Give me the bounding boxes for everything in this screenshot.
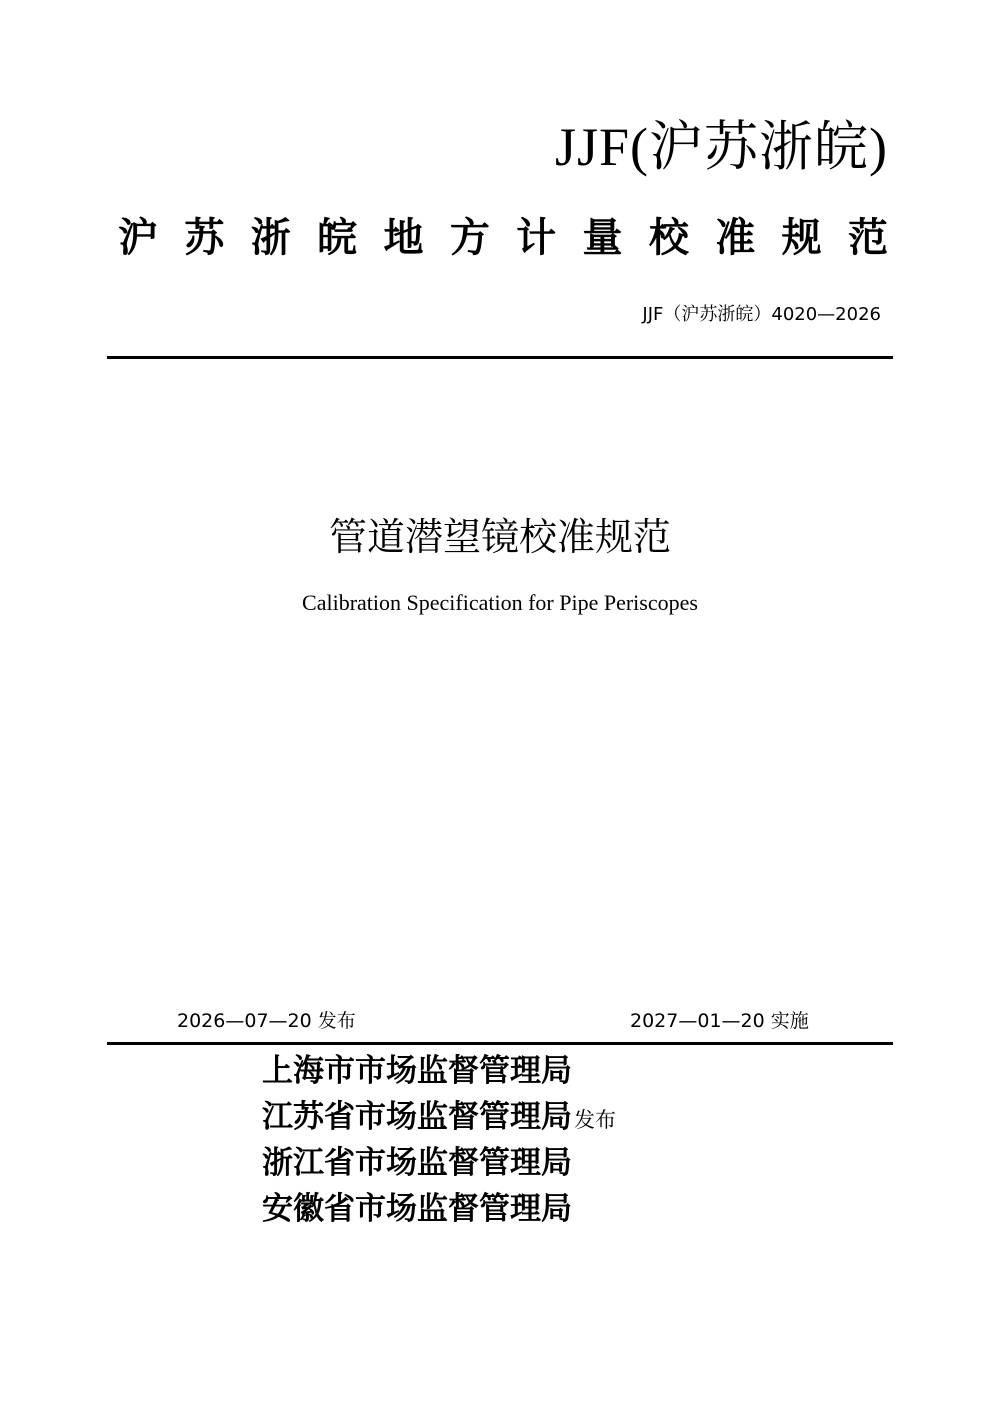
document-title-chinese: 管道潜望镜校准规范	[328, 515, 671, 559]
issuer-line	[262, 1048, 616, 1094]
issuer-line	[262, 1140, 616, 1186]
issue-date: 2026—07—20 发布	[177, 1010, 356, 1032]
document-title-english: Calibration Specification for Pipe Periscopes	[302, 590, 698, 615]
issuer-list	[262, 1048, 616, 1232]
bottom-divider	[107, 1042, 893, 1045]
series-subtitle: 沪苏浙皖地方计量校准规范	[118, 214, 888, 261]
issuer-name: 浙江省市场监督管理局	[262, 1145, 572, 1181]
issuer-line	[262, 1094, 616, 1140]
issuer-name: 江苏省市场监督管理局	[262, 1099, 572, 1135]
issuer-line	[262, 1186, 616, 1232]
series-title: JJF(沪苏浙皖)	[554, 117, 888, 177]
top-divider	[107, 356, 893, 359]
standard-number: JJF（沪苏浙皖）4020—2026	[642, 304, 881, 325]
issuer-name: 安徽省市场监督管理局	[262, 1191, 572, 1227]
issuer-suffix: 发布	[574, 1108, 616, 1132]
issuer-name: 上海市市场监督管理局	[262, 1053, 572, 1089]
implementation-date: 2027—01—20 实施	[630, 1010, 809, 1032]
